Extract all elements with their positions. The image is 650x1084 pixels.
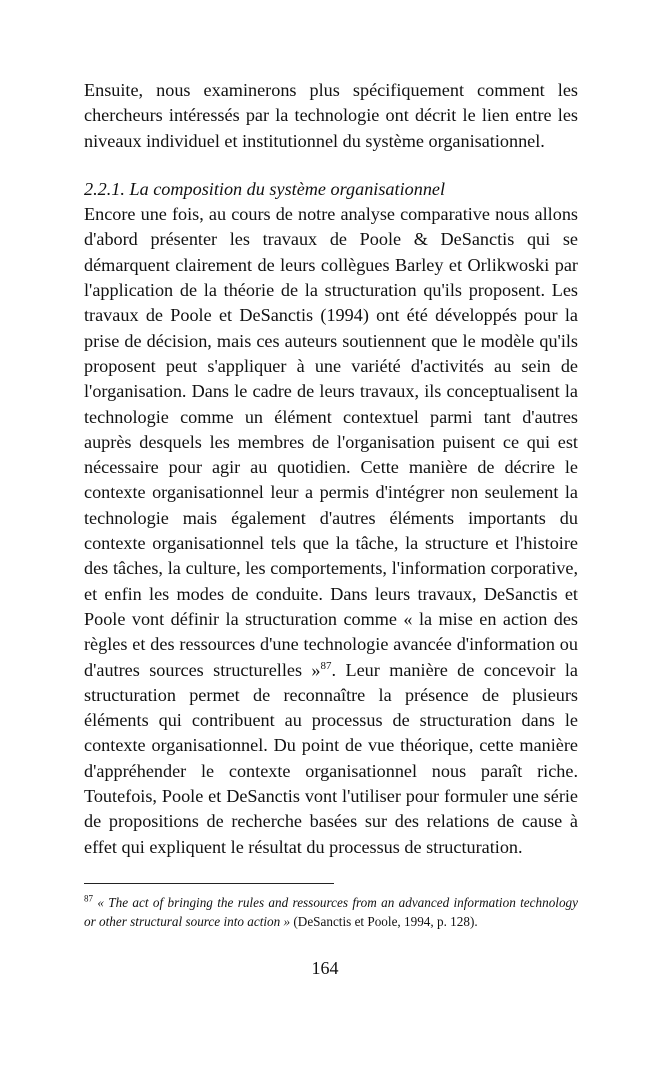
footnote [84, 893, 578, 931]
body-paragraph [84, 202, 578, 860]
page-number: 164 [311, 958, 339, 978]
footnote-reference: 87 [320, 659, 332, 672]
footnote-citation: (DeSanctis et Poole, 1994, p. 128). [290, 914, 478, 929]
intro-paragraph: Ensuite, nous examinerons plus spécifiquement comment les chercheurs intéressés par la technologie ont décrit le lien entre les niveaux individuel et institutionnel du système organisationnel. [84, 80, 578, 151]
body-text-part2: . Leur manière de concevoir la structuration permet de reconnaître la présence de plusieurs éléments qui contribuent au processus de structuration dans le contexte organisationnel. Du point de vue théorique, cette manière d'appréhender le contexte organisationnel nous paraît riche. Toutefois, Poole et DeSanctis vont l'utiliser pour formuler une série de propositions de recherche basées sur des relations de cause à effet qui expliquent le résultat du processus de structuration. [84, 659, 578, 857]
footnote-number: 87 [84, 893, 93, 904]
body-text-part1: Encore une fois, au cours de notre analyse comparative nous allons d'abord présenter les travaux de Poole & DeSanctis qui se démarquent clairement de leurs collègues Barley et Orlikwoski par l'application de la théorie de la structuration qu'ils proposent. Les travaux de Poole et DeSanctis (1994) ont été développés pour la prise de décision, mais ces auteurs soutiennent que le modèle qu'ils proposent peut s'appliquer à une variété d'activités au sein de l'organisation. Dans le cadre de leurs travaux, ils conceptualisent la technologie comme un élément contextuel parmi tant d'autres auprès desquels les membres de l'organisation puisent ce qui est nécessaire pour agir au quotidien. Cette manière de décrire le contexte organisationnel leur a permis d'intégrer non seulement la technologie mais également d'autres éléments importants du contexte organisationnel tels que la tâche, la structure et l'histoire des tâches, la culture, les comportements, l'information corporative, et enfin les modes de conduite. Dans leurs travaux, DeSanctis et Poole vont définir la structuration comme « la mise en action des règles et des ressources d'une technologie avancée d'information ou d'autres sources structurelles » [84, 204, 578, 680]
footnote-divider [84, 883, 334, 884]
page-body [84, 78, 578, 860]
section-heading: 2.2.1. La composition du système organisationnel [84, 178, 446, 199]
footnote-quote: « The act of bringing the rules and ressources from an advanced information technology or other structural source into action » [84, 895, 578, 929]
